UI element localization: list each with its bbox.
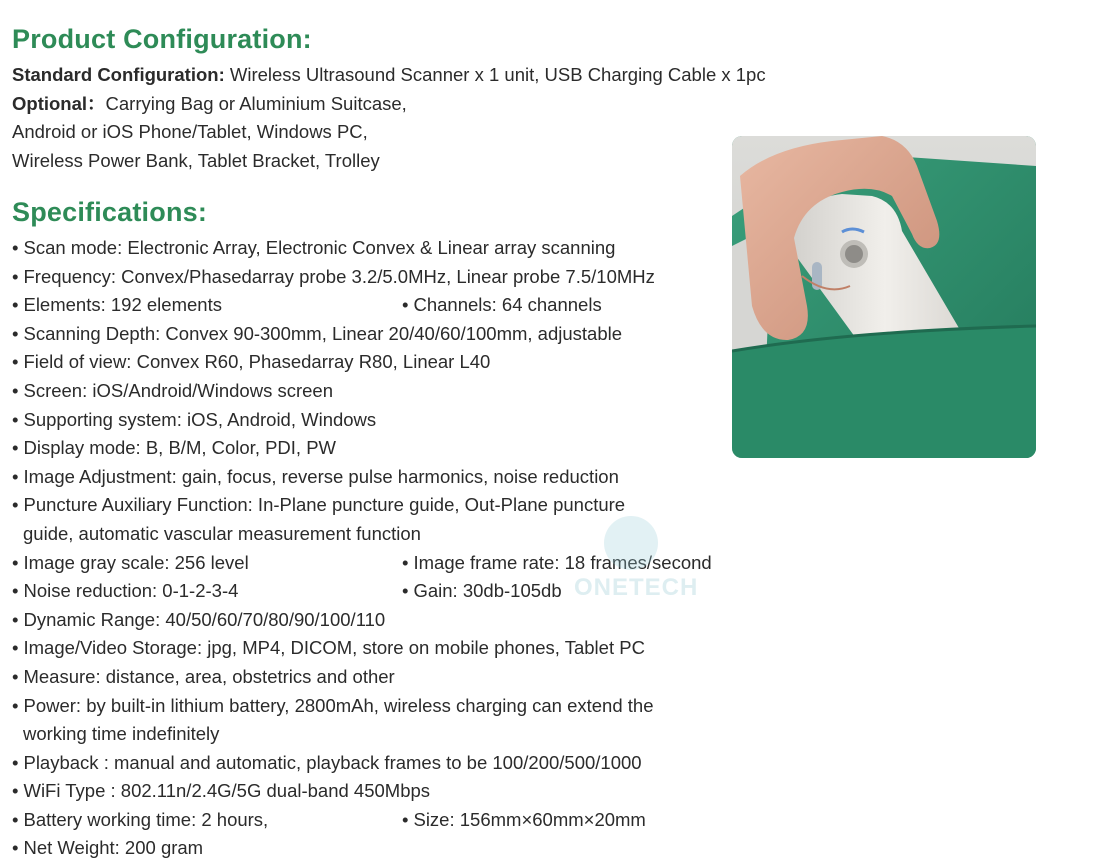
bullet-icon: • bbox=[12, 408, 19, 430]
spec-item bbox=[12, 606, 752, 635]
product-configuration-heading: Product Configuration: bbox=[12, 24, 312, 54]
bullet-icon: • bbox=[402, 580, 409, 602]
spec-item bbox=[12, 434, 752, 463]
bullet-icon: • bbox=[12, 837, 19, 859]
bullet-icon: • bbox=[12, 494, 19, 516]
bullet-icon: • bbox=[402, 551, 409, 573]
spec-item bbox=[12, 834, 752, 863]
spec-item bbox=[12, 377, 752, 406]
bullet-icon: • bbox=[12, 351, 19, 373]
spec-item-continuation bbox=[12, 720, 752, 749]
bullet-icon: • bbox=[12, 694, 19, 716]
spec-item-text: Playback : manual and automatic, playback frames to be 100/200/500/1000 bbox=[23, 751, 642, 773]
spec-item-text: Puncture Auxiliary Function: In-Plane puncture guide, Out-Plane puncture bbox=[23, 494, 626, 516]
spec-item-text: Image frame rate: 18 frames/second bbox=[413, 551, 712, 573]
bullet-icon: • bbox=[12, 780, 19, 802]
bullet-icon: • bbox=[12, 637, 19, 659]
spec-item-text: Image Adjustment: gain, focus, reverse pulse harmonics, noise reduction bbox=[23, 465, 619, 487]
spec-item-text: WiFi Type : 802.11n/2.4G/5G dual-band 450Mbps bbox=[23, 780, 431, 802]
spec-item-text: Field of view: Convex R60, Phasedarray R80, Linear L40 bbox=[23, 351, 491, 373]
spec-item-second-column bbox=[402, 291, 602, 320]
standard-configuration-value: Wireless Ultrasound Scanner x 1 unit, USB Charging Cable x 1pc bbox=[224, 64, 766, 85]
spec-item bbox=[12, 692, 752, 721]
bullet-icon: • bbox=[402, 808, 409, 830]
bullet-icon: • bbox=[12, 322, 19, 344]
optional-configuration-label: Optional： bbox=[12, 93, 106, 114]
spec-item bbox=[12, 320, 752, 349]
spec-item-text: Scanning Depth: Convex 90-300mm, Linear 20/40/60/100mm, adjustable bbox=[23, 322, 623, 344]
standard-configuration-label: Standard Configuration: bbox=[12, 64, 225, 85]
optional-configuration-value-2: Android or iOS Phone/Tablet, Windows PC, bbox=[12, 121, 368, 142]
spec-item-text: Net Weight: 200 gram bbox=[23, 837, 204, 859]
bullet-icon: • bbox=[12, 608, 19, 630]
spec-item-text: Size: 156mm×60mm×20mm bbox=[413, 808, 646, 830]
spec-item bbox=[12, 749, 752, 778]
specifications-heading: Specifications: bbox=[12, 197, 208, 227]
watermark-text: ONETECH bbox=[574, 574, 699, 601]
bullet-icon: • bbox=[12, 294, 19, 316]
spec-item-text: Measure: distance, area, obstetrics and other bbox=[23, 665, 395, 687]
spec-item-text: Noise reduction: 0-1-2-3-4 bbox=[23, 580, 239, 602]
bullet-icon: • bbox=[12, 237, 19, 258]
spec-item-second-column bbox=[402, 806, 646, 835]
product-photo bbox=[732, 136, 1036, 458]
spec-item-second-column bbox=[402, 549, 712, 578]
spec-item-text: Screen: iOS/Android/Windows screen bbox=[23, 379, 333, 401]
spec-item bbox=[12, 234, 752, 263]
spec-item-text: working time indefinitely bbox=[23, 723, 220, 745]
spec-item-text: Elements: 192 elements bbox=[23, 294, 222, 316]
spec-item bbox=[12, 348, 752, 377]
bullet-icon: • bbox=[12, 580, 19, 602]
standard-configuration-line bbox=[12, 61, 766, 90]
spec-item-text: Image gray scale: 256 level bbox=[23, 551, 249, 573]
spec-item-text: Image/Video Storage: jpg, MP4, DICOM, store on mobile phones, Tablet PC bbox=[23, 637, 645, 659]
bullet-icon: • bbox=[12, 265, 19, 287]
spec-item-text: Display mode: B, B/M, Color, PDI, PW bbox=[23, 437, 337, 459]
bullet-icon: • bbox=[12, 665, 19, 687]
optional-configuration-value-1: Carrying Bag or Aluminium Suitcase, bbox=[105, 93, 407, 114]
spec-item-text: guide, automatic vascular measurement function bbox=[23, 522, 421, 544]
watermark-logo-icon bbox=[604, 516, 658, 570]
spec-item bbox=[12, 663, 752, 692]
spec-item bbox=[12, 263, 752, 292]
bullet-icon: • bbox=[12, 437, 19, 459]
spec-item bbox=[12, 806, 752, 835]
spec-item bbox=[12, 291, 752, 320]
spec-item-second-column bbox=[402, 577, 562, 606]
spec-item-text: Power: by built-in lithium battery, 2800mAh, wireless charging can extend the bbox=[23, 694, 654, 716]
spec-item-text: Gain: 30db-105db bbox=[413, 580, 562, 602]
spec-item bbox=[12, 491, 752, 520]
bullet-icon: • bbox=[402, 294, 409, 316]
spec-item bbox=[12, 406, 752, 435]
bullet-icon: • bbox=[12, 551, 19, 573]
optional-configuration-line bbox=[12, 90, 407, 119]
spec-item bbox=[12, 463, 752, 492]
spec-item-text: Supporting system: iOS, Android, Windows bbox=[23, 408, 377, 430]
spec-item bbox=[12, 777, 752, 806]
spec-item-text: Frequency: Convex/Phasedarray probe 3.2/5.0MHz, Linear probe 7.5/10MHz bbox=[23, 265, 655, 287]
spec-item-text: Dynamic Range: 40/50/60/70/80/90/100/110 bbox=[23, 608, 386, 630]
spec-item-text: Battery working time: 2 hours, bbox=[23, 808, 269, 830]
scanner-in-pocket-illustration bbox=[732, 136, 1036, 458]
spec-item bbox=[12, 634, 752, 663]
bullet-icon: • bbox=[12, 808, 19, 830]
optional-configuration-value-3: Wireless Power Bank, Tablet Bracket, Trolley bbox=[12, 150, 380, 171]
spec-item-text: Channels: 64 channels bbox=[413, 294, 602, 316]
spec-item-text: Scan mode: Electronic Array, Electronic Convex & Linear array scanning bbox=[23, 237, 616, 258]
bullet-icon: • bbox=[12, 751, 19, 773]
bullet-icon: • bbox=[12, 379, 19, 401]
bullet-icon: • bbox=[12, 465, 19, 487]
